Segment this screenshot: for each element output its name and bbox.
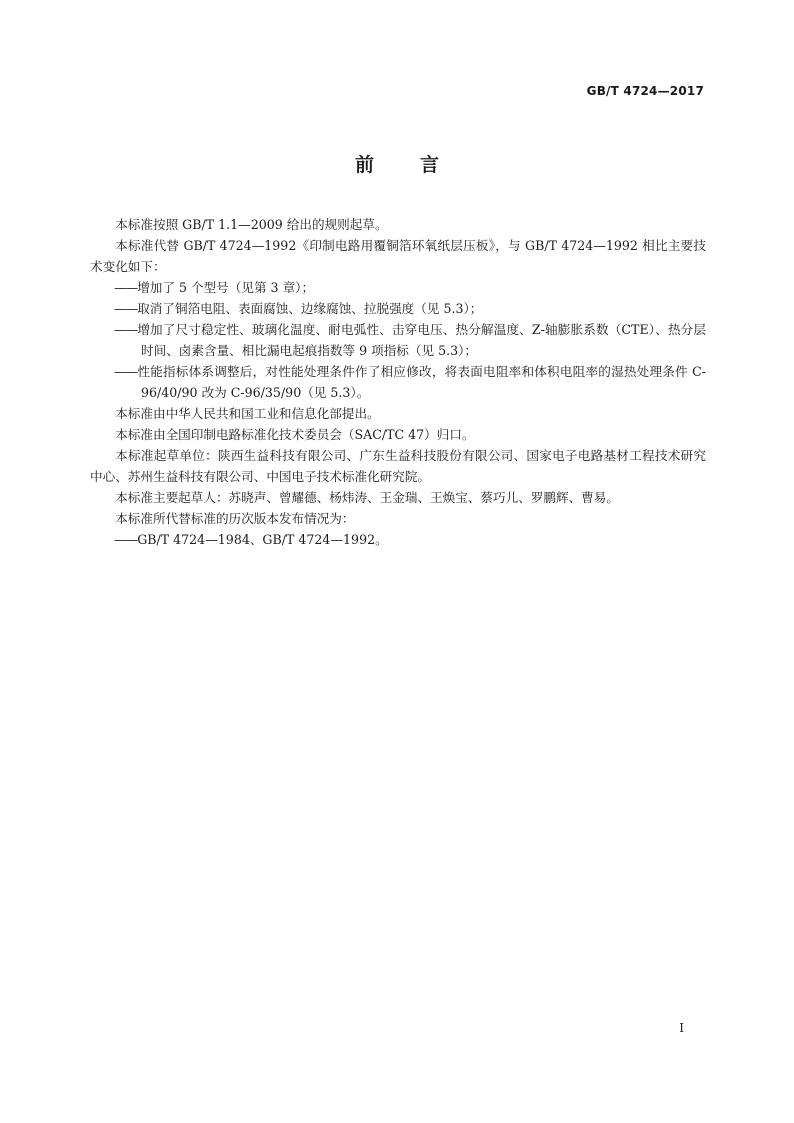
foreword-body [90,214,706,550]
dash-marker: —— [114,280,138,295]
dash-marker: —— [114,532,138,547]
paragraph-drafting-rules: 本标准按照 GB/T 1.1—2009 给出的规则起草。 [115,217,388,232]
standard-code: GB/T 4724—2017 [586,84,704,98]
list-item [90,298,706,319]
dash-marker: —— [114,301,138,316]
page-title: 前言 [354,154,485,176]
paragraph-proposed-by: 本标准由中华人民共和国工业和信息化部提出。 [115,406,380,421]
list-item [90,529,706,550]
list-item [90,319,706,361]
list-item-text: 性能指标体系调整后，对性能处理条件作了相应修改，将表面电阻率和体积电阻率的湿热处理条件 C-96/40/90 改为 C-96/35/90（见 5.3）。 [137,364,706,400]
page-number: I [679,1021,684,1035]
dash-marker: —— [114,364,138,379]
list-item [90,277,706,298]
paragraph-centralized-by: 本标准由全国印制电路标准化技术委员会（SAC/TC 47）归口。 [115,427,475,442]
paragraph-replaces: 本标准代替 GB/T 4724—1992《印制电路用覆铜箔环氧纸层压板》，与 GB/T 4724—1992 相比主要技术变化如下： [90,238,706,274]
paragraph-drafters: 本标准主要起草人：苏晓声、曾耀德、杨炜涛、王金瑞、王焕宝、蔡巧儿、罗鹏辉、曹易。 [115,490,619,505]
list-item-text: 增加了 5 个型号（见第 3 章）； [137,280,315,295]
paragraph-previous-editions: 本标准所代替标准的历次版本发布情况为： [115,511,355,526]
list-item [90,361,706,403]
list-item-text: 取消了铜箔电阻、表面腐蚀、边缘腐蚀、拉脱强度（见 5.3）； [137,301,483,316]
list-item-text: 增加了尺寸稳定性、玻璃化温度、耐电弧性、击穿电压、热分解温度、Z-轴膨胀系数（CTE）、热分层时间、卤素含量、相比漏电起痕指数等 9 项指标（见 5.3）； [137,322,706,358]
dash-marker: —— [114,322,138,337]
paragraph-drafting-units: 本标准起草单位：陕西生益科技有限公司、广东生益科技股份有限公司、国家电子电路基材工程技术研究中心、苏州生益科技有限公司、中国电子技术标准化研究院。 [90,448,706,484]
list-item-text: GB/T 4724—1984、GB/T 4724—1992。 [137,532,388,547]
